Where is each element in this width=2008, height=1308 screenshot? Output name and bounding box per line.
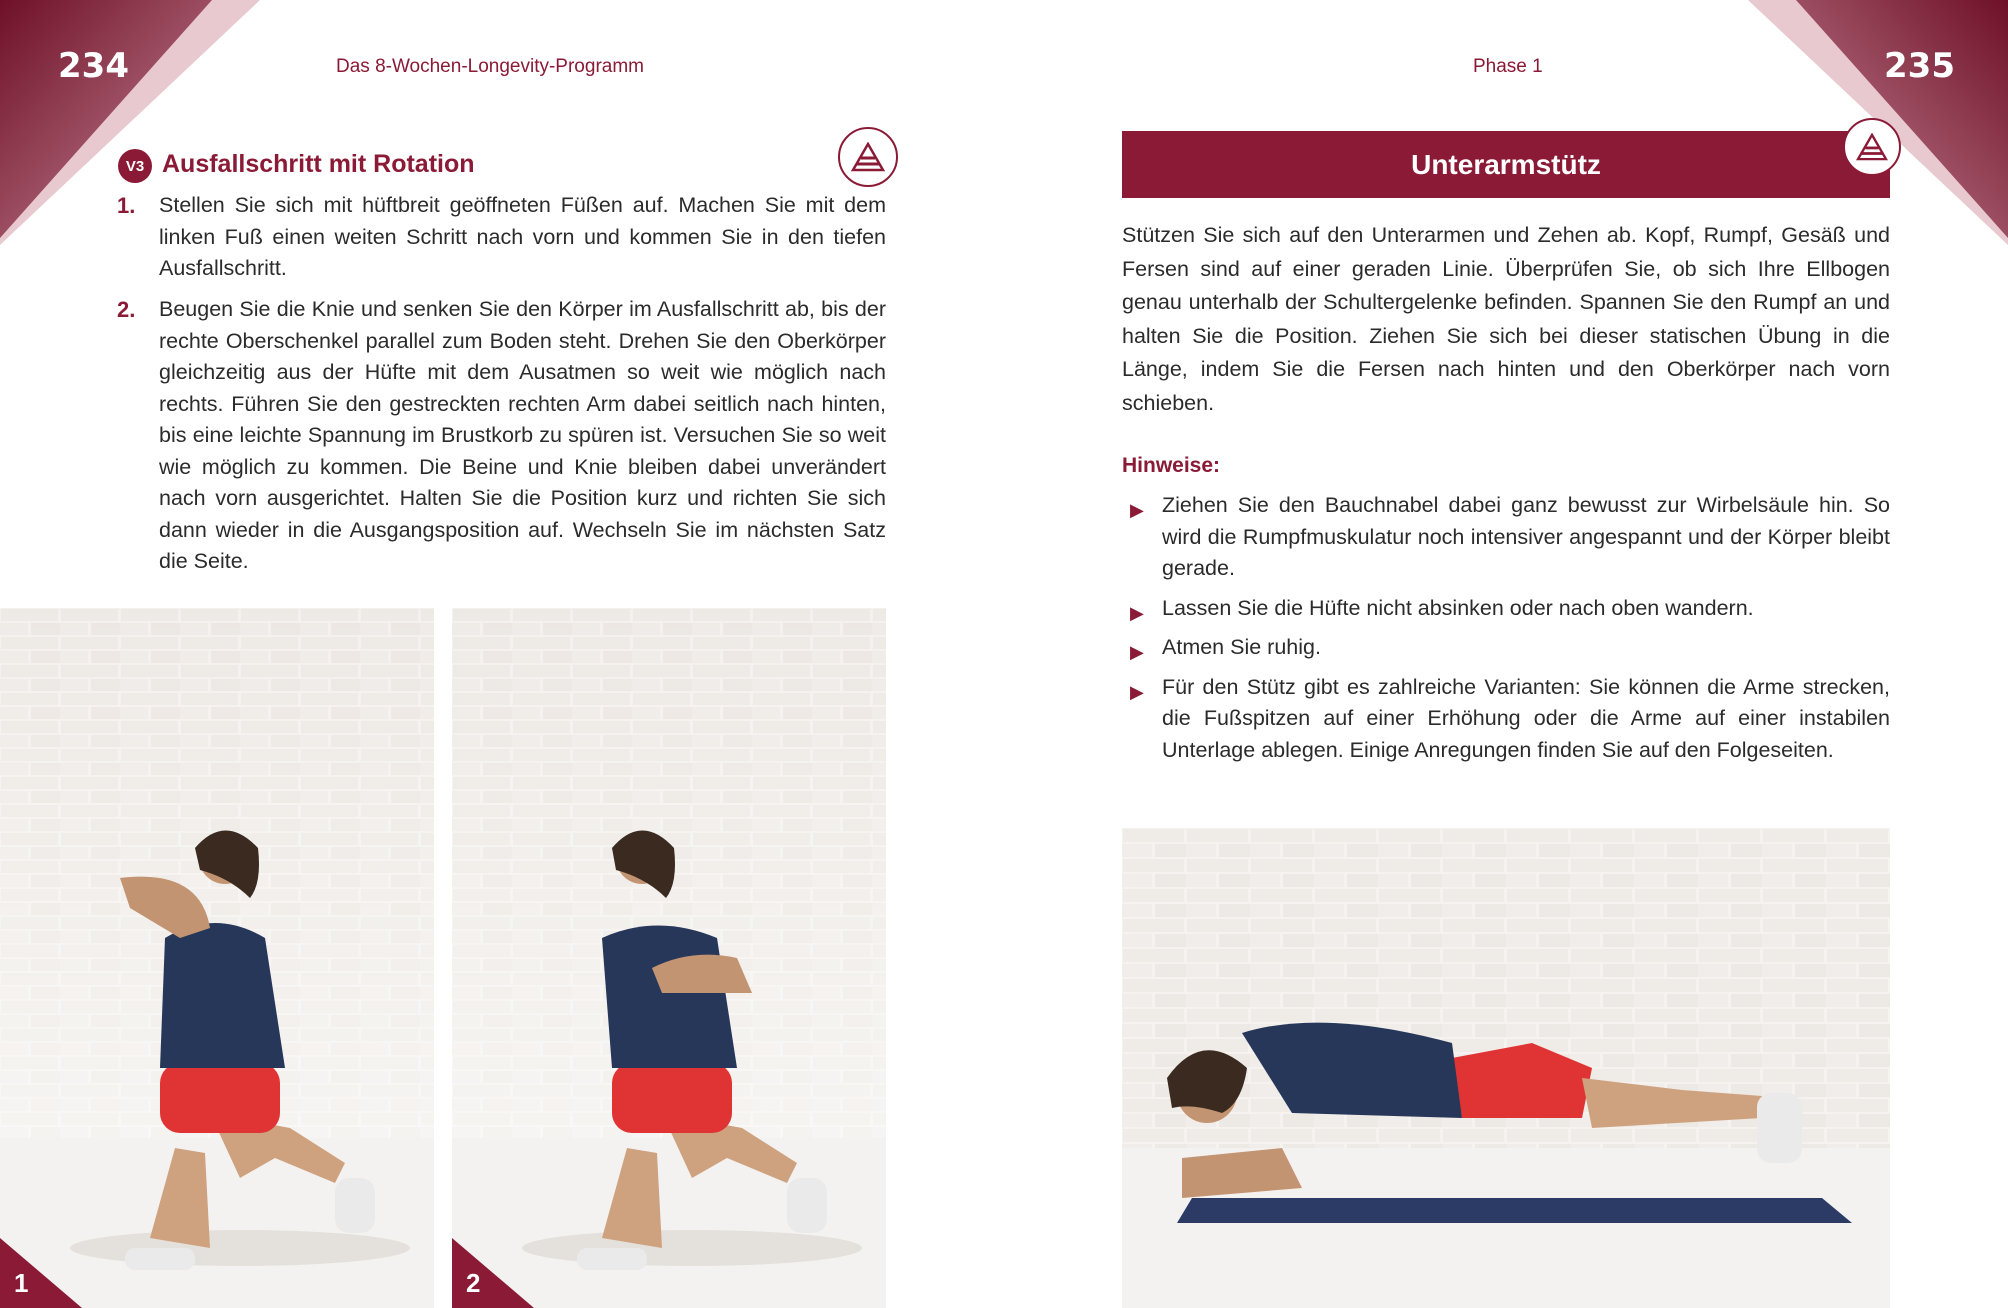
pyramid-icon <box>1843 118 1901 176</box>
exercise-heading: Unterarmstütz <box>1411 148 1601 180</box>
step-number-1: 1. <box>117 193 136 218</box>
list-item: ▶ Ziehen Sie den Bauchnabel dabei ganz bewusst zur Wirbelsäule hin. So wird die Rumpfmuskulatur noch intensiver angespannt und der Körper bleibt gerade. <box>1130 493 1890 580</box>
triangle-bullet-icon: ▶ <box>1130 500 1144 520</box>
step-number-2: 2. <box>117 297 136 322</box>
photo-label-corner-2 <box>452 1238 534 1308</box>
running-head-right: Phase 1 <box>1473 56 1543 77</box>
photo-lunge-2 <box>452 608 886 1308</box>
step-text-1: Stellen Sie sich mit hüftbreit geöffneten Füßen auf. Machen Sie mit dem linken Fuß einen weiten Schritt nach vorn und kommen Sie in den tiefen Ausfallschritt. <box>159 193 886 280</box>
triangle-bullet-icon: ▶ <box>1130 681 1144 702</box>
photo-label-1: 1 <box>14 1268 29 1298</box>
list-item: ▶ Lassen Sie die Hüfte nicht absinken oder nach oben wandern. <box>1122 593 1890 625</box>
step-text-2: Beugen Sie die Knie und senken Sie den Körper im Ausfallschritt ab, bis der rechte Oberschenkel parallel zum Boden steht. Drehen Sie den Oberkörper gleichzeitig aus der Hüfte mit dem Ausatmen so weit wie möglich nach rechts. Führen Sie den gestreckten rechten Arm dabei seitlich nach hinten, bis eine leichte Spannung im Brustkorb zu spüren ist. Versuchen Sie so weit wie möglich zu kommen. Die Beine und Knie bleiben dabei unverändert nach vorn ausgerichtet. Halten Sie die Position kurz und richten Sie sich dann wieder in die Ausgangsposition auf. Wechseln Sie im nächsten Satz die Seite. <box>159 297 886 573</box>
variant-badge-label: V3 <box>125 157 145 175</box>
triangle-bullet-icon: ▶ <box>1130 642 1144 662</box>
page-number-right: 235 <box>1884 46 1955 86</box>
triangle-bullet-icon: ▶ <box>1130 602 1144 623</box>
exercise-title: Ausfallschritt mit Rotation <box>162 150 475 178</box>
running-head-left: Das 8-Wochen-Longevity-Programm <box>336 56 644 77</box>
pyramid-icon <box>838 127 898 187</box>
photo-plank <box>1122 828 1890 1308</box>
notes-heading: Hinweise: <box>1122 454 1221 477</box>
title-bar <box>1122 131 1890 198</box>
intro-paragraph: Stützen Sie sich auf den Unterarmen und Zehen ab. Kopf, Rumpf, Gesäß und Fersen sind auf einer geraden Linie. Überprüfen Sie, ob sich Ihre Ellbogen genau unterhalb der Schultergelenke befinden. Spannen Sie den Rumpf an und halten Sie die Position. Ziehen Sie sich bei dieser statischen Übung in die Länge, indem Sie die Fersen nach hinten und den Oberkörper nach vorn schieben. <box>1122 223 1890 415</box>
photo-label-2: 2 <box>466 1268 481 1298</box>
photo-lunge-1 <box>0 608 434 1308</box>
photo-label-corner-1 <box>0 1238 82 1308</box>
page-number-left: 234 <box>58 46 129 86</box>
list-item: ▶ Für den Stütz gibt es zahlreiche Varianten: Sie können die Arme strecken, die Fußspitzen auf einer Erhöhung oder die Arme auf einer instabilen Unterlage ablegen. Einige Anregungen finden Sie auf den Folgeseiten. <box>1130 674 1890 762</box>
variant-badge <box>118 149 152 183</box>
list-item: ▶ Atmen Sie ruhig. <box>1122 632 1890 664</box>
notes-list <box>1122 490 1890 774</box>
